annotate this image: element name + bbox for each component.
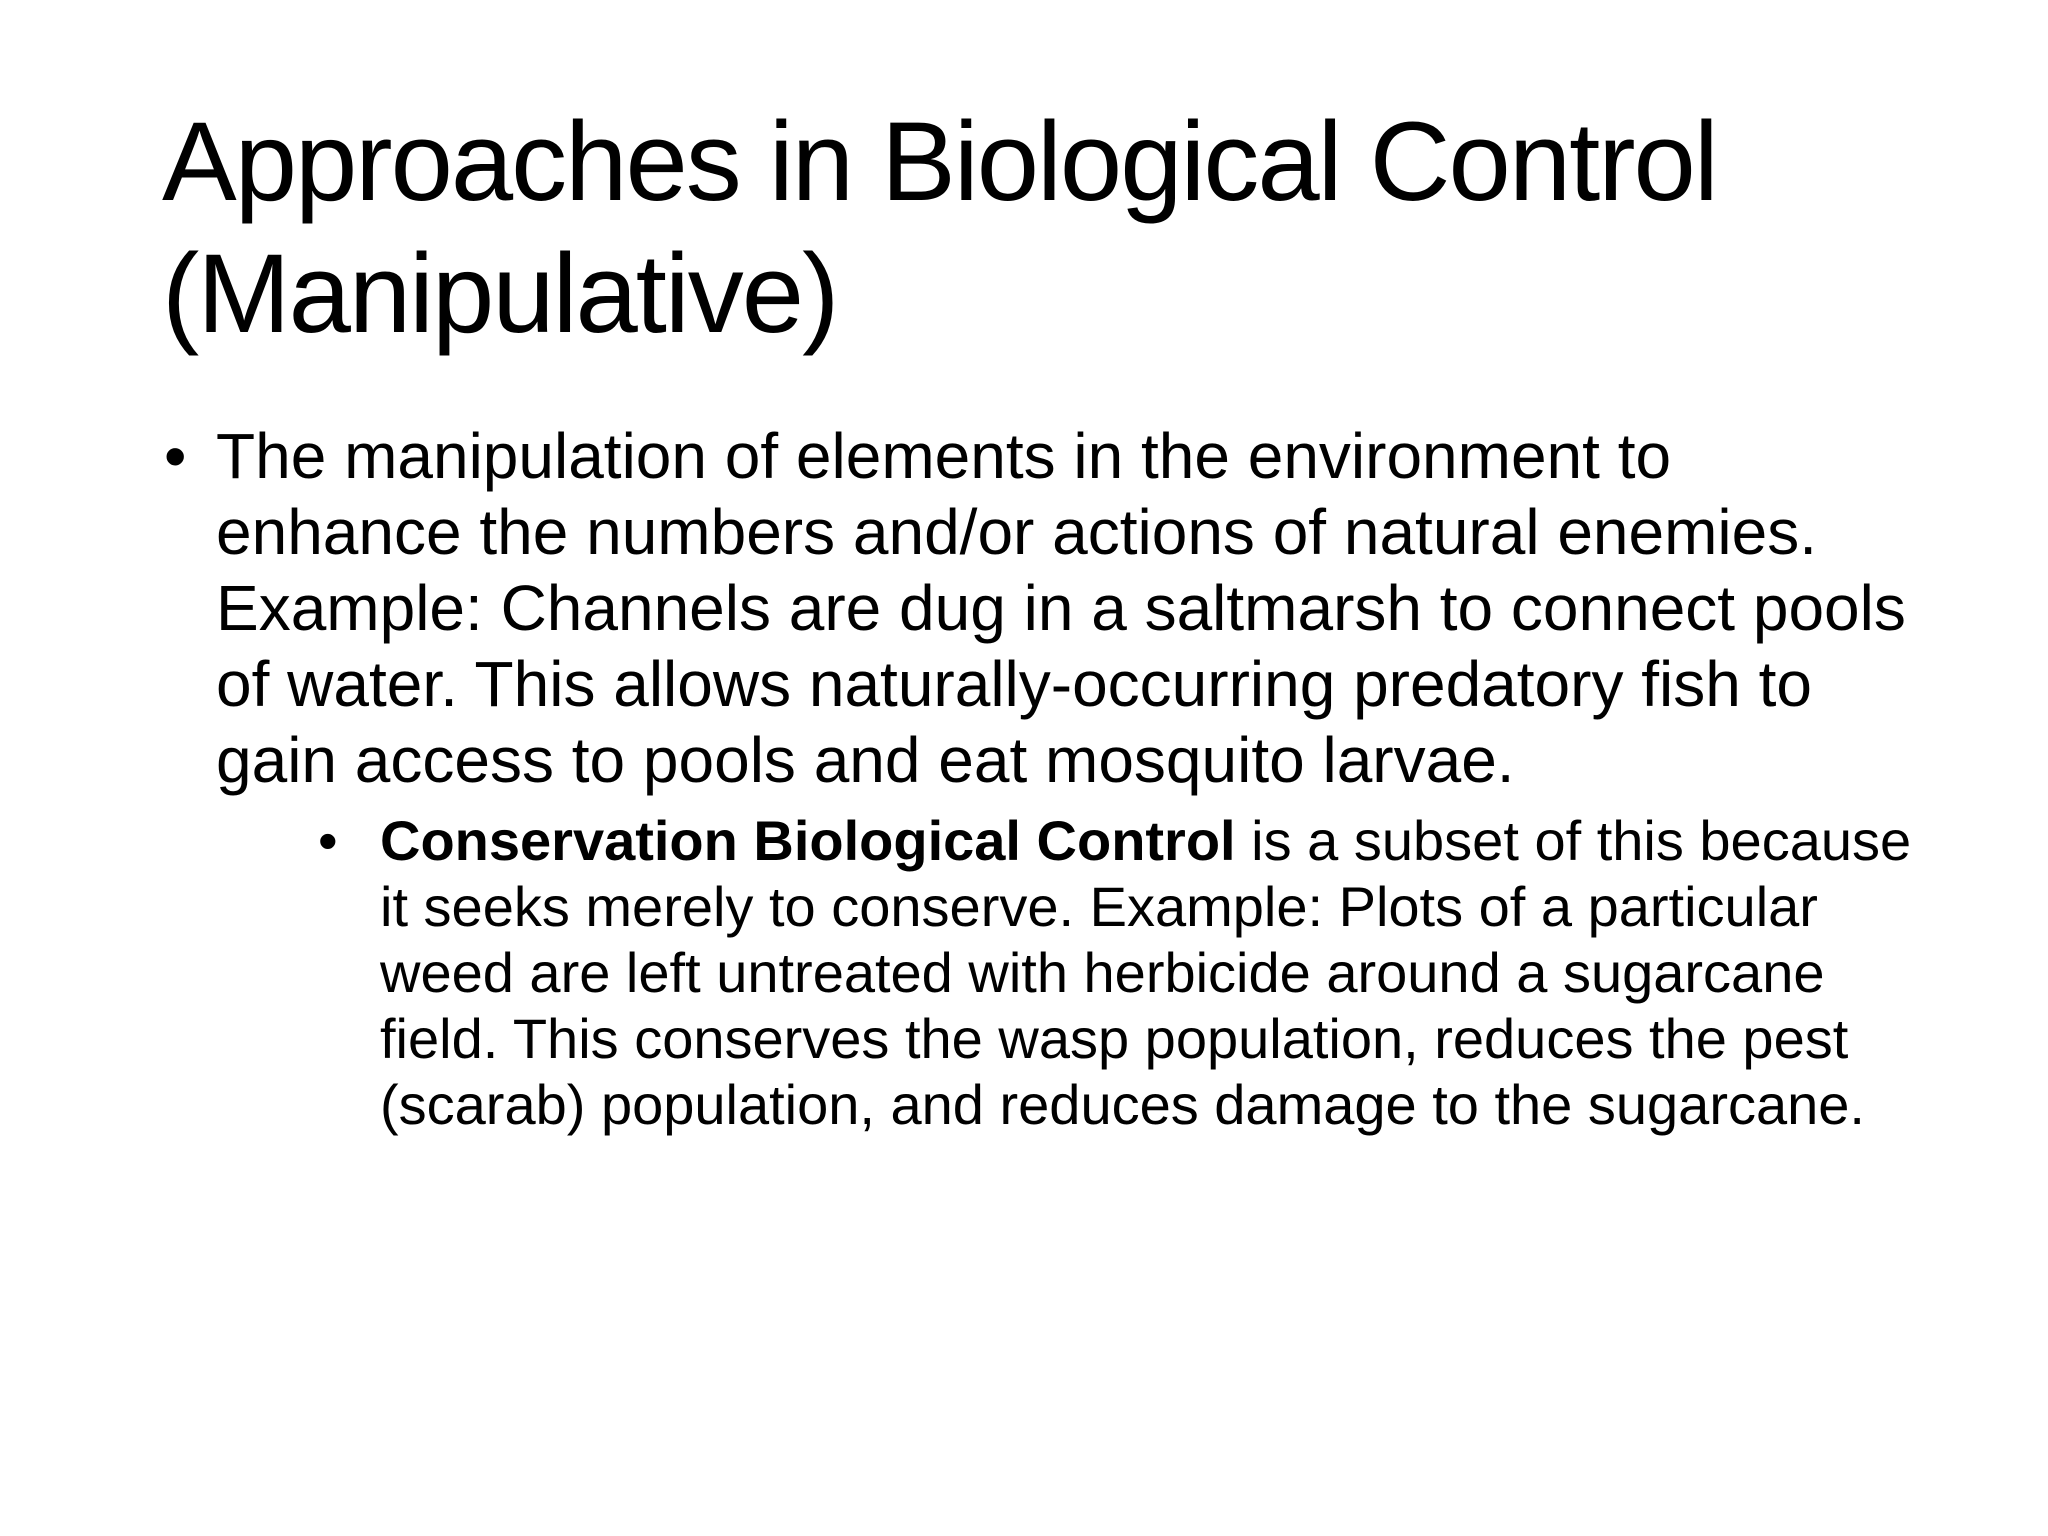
bullet-dot-icon: • (318, 809, 338, 872)
bullet-level-2-bold-text: Conservation Biological Control (380, 809, 1236, 872)
bullet-dot-icon: • (164, 420, 187, 492)
slide-title-line-2: (Manipulative) (162, 231, 838, 356)
bullet-level-2 (318, 808, 1920, 1138)
bullet-level-2-text: is a subset of this because it seeks merely to conserve. Example: Plots of a particular weed are left untreated with herbicide around a sugarcane field. This conserves the wasp population, reduces the pest (scarab) population, and reduces damage to the sugarcane. (380, 809, 1912, 1136)
slide-body (160, 418, 1920, 1138)
bullet-level-1 (160, 418, 1920, 798)
slide-title-line-1: Approaches in Biological Control (162, 99, 1717, 224)
bullet-level-1-text: The manipulation of elements in the environment to enhance the numbers and/or actions of natural enemies. Example: Channels are dug in a saltmarsh to connect pools of water. This allows naturally-occurring predatory fish to gain access to pools and eat mosquito larvae. (216, 420, 1906, 796)
slide-title (162, 96, 1922, 360)
